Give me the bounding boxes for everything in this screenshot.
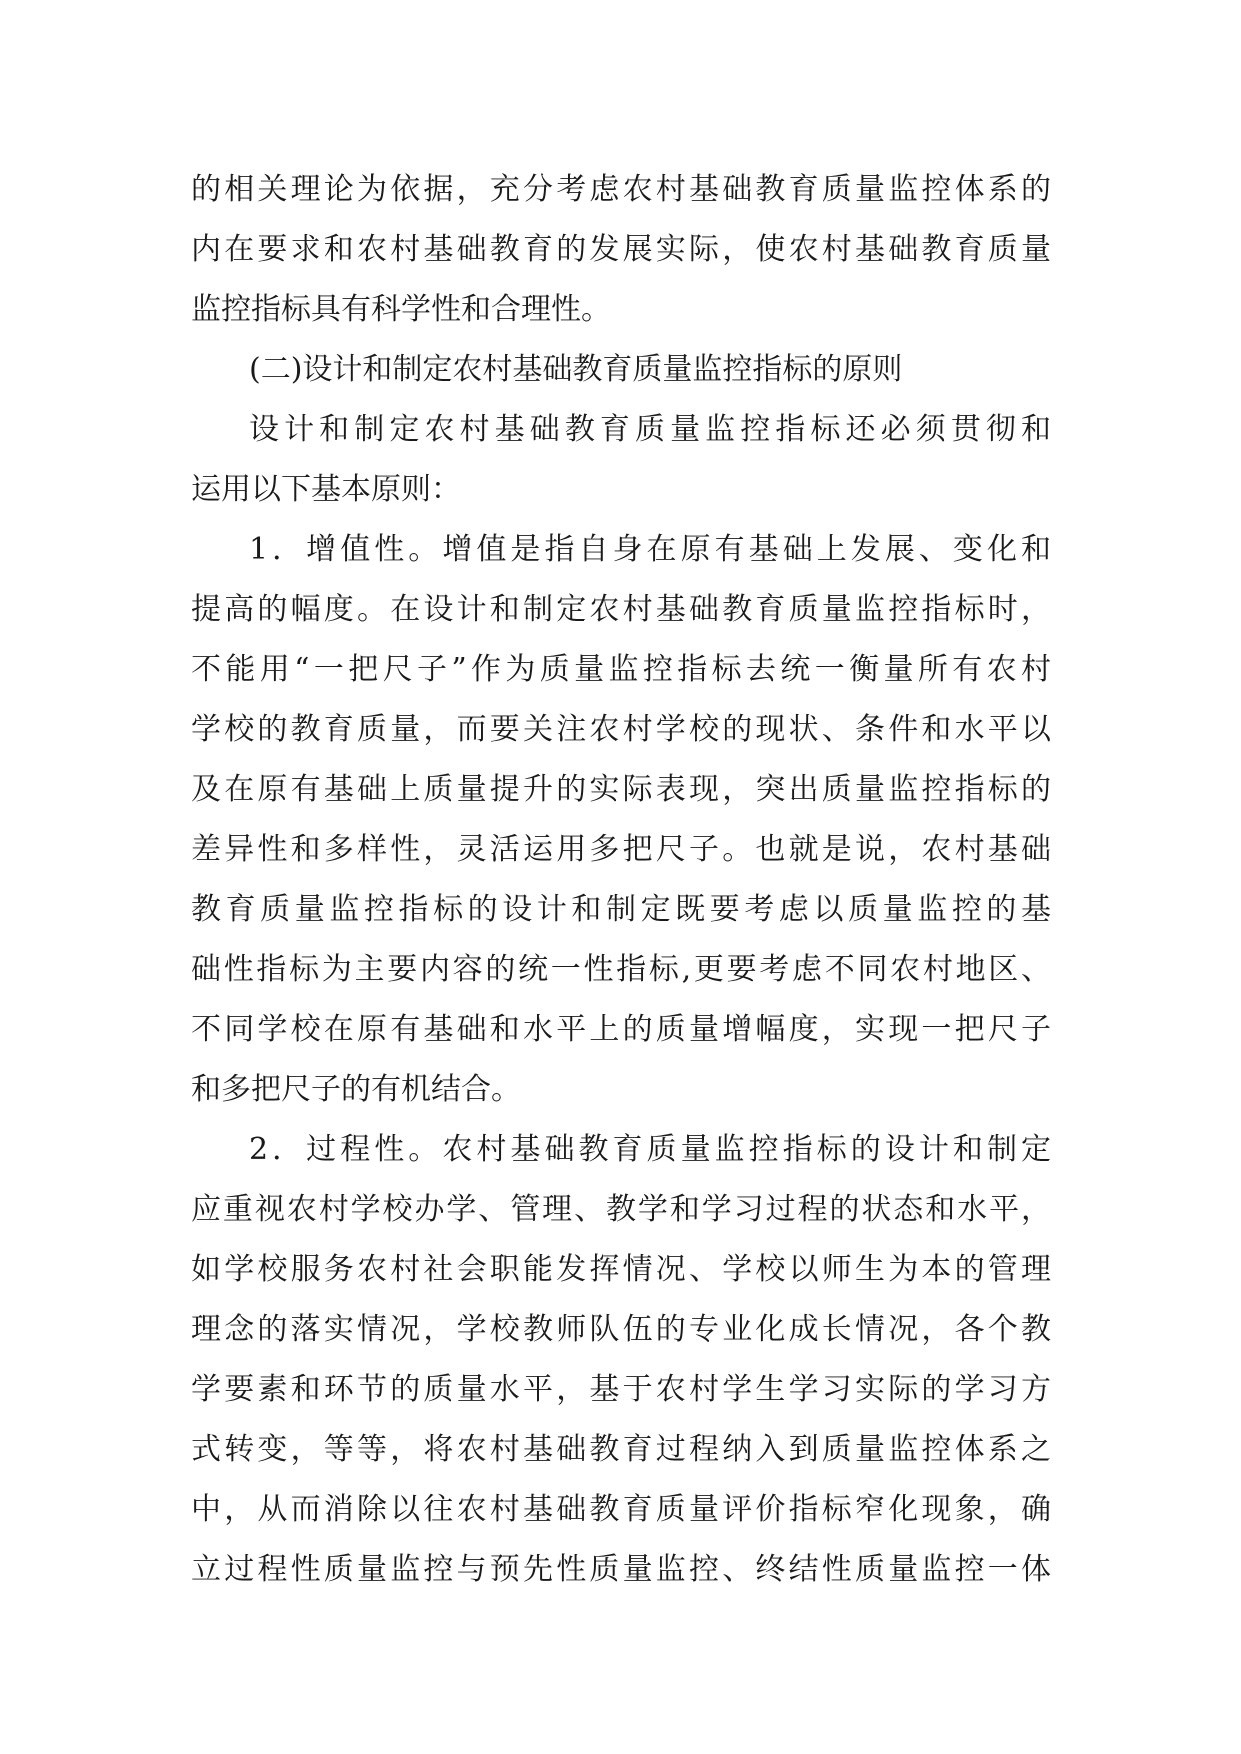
text-line: 运用以下基本原则： — [191, 472, 461, 507]
text-line: 学校的教育质量，而要关注农村学校的现状、条件和水平以 — [191, 712, 1051, 747]
text-line: 理念的落实情况，学校教师队伍的专业化成长情况，各个教 — [191, 1312, 1051, 1347]
text-line: 及在原有基础上质量提升的实际表现，突出质量监控指标的 — [191, 772, 1051, 807]
text-line: 监控指标具有科学性和合理性。 — [191, 292, 611, 327]
text-line: 内在要求和农村基础教育的发展实际，使农村基础教育质量 — [191, 232, 1051, 267]
text-line: 础性指标为主要内容的统一性指标,更要考虑不同农村地区、 — [191, 952, 1051, 987]
text-line: 不能用“一把尺子”作为质量监控指标去统一衡量所有农村 — [191, 652, 1051, 687]
section-heading: (二)设计和制定农村基础教育质量监控指标的原则 — [249, 352, 903, 387]
text-line: 学要素和环节的质量水平，基于农村学生学习实际的学习方 — [191, 1372, 1051, 1407]
text-line: 应重视农村学校办学、管理、教学和学习过程的状态和水平， — [191, 1192, 1051, 1227]
text-line: 提高的幅度。在设计和制定农村基础教育质量监控指标时， — [191, 592, 1051, 627]
text-line: 2．过程性。农村基础教育质量监控指标的设计和制定 — [249, 1132, 1051, 1167]
body-text — [191, 160, 1051, 1600]
text-line: 教育质量监控指标的设计和制定既要考虑以质量监控的基 — [191, 892, 1051, 927]
text-line: 中，从而消除以往农村基础教育质量评价指标窄化现象，确 — [191, 1492, 1051, 1527]
text-line: 的相关理论为依据，充分考虑农村基础教育质量监控体系的 — [191, 172, 1051, 207]
text-line: 1．增值性。增值是指自身在原有基础上发展、变化和 — [249, 532, 1051, 567]
text-line: 不同学校在原有基础和水平上的质量增幅度，实现一把尺子 — [191, 1012, 1051, 1047]
text-line: 立过程性质量监控与预先性质量监控、终结性质量监控一体 — [191, 1552, 1051, 1587]
text-line: 差异性和多样性，灵活运用多把尺子。也就是说，农村基础 — [191, 832, 1051, 867]
text-line: 式转变，等等，将农村基础教育过程纳入到质量监控体系之 — [191, 1432, 1051, 1467]
text-line: 设计和制定农村基础教育质量监控指标还必须贯彻和 — [249, 412, 1051, 447]
text-line: 如学校服务农村社会职能发挥情况、学校以师生为本的管理 — [191, 1252, 1051, 1287]
text-line: 和多把尺子的有机结合。 — [191, 1072, 521, 1107]
